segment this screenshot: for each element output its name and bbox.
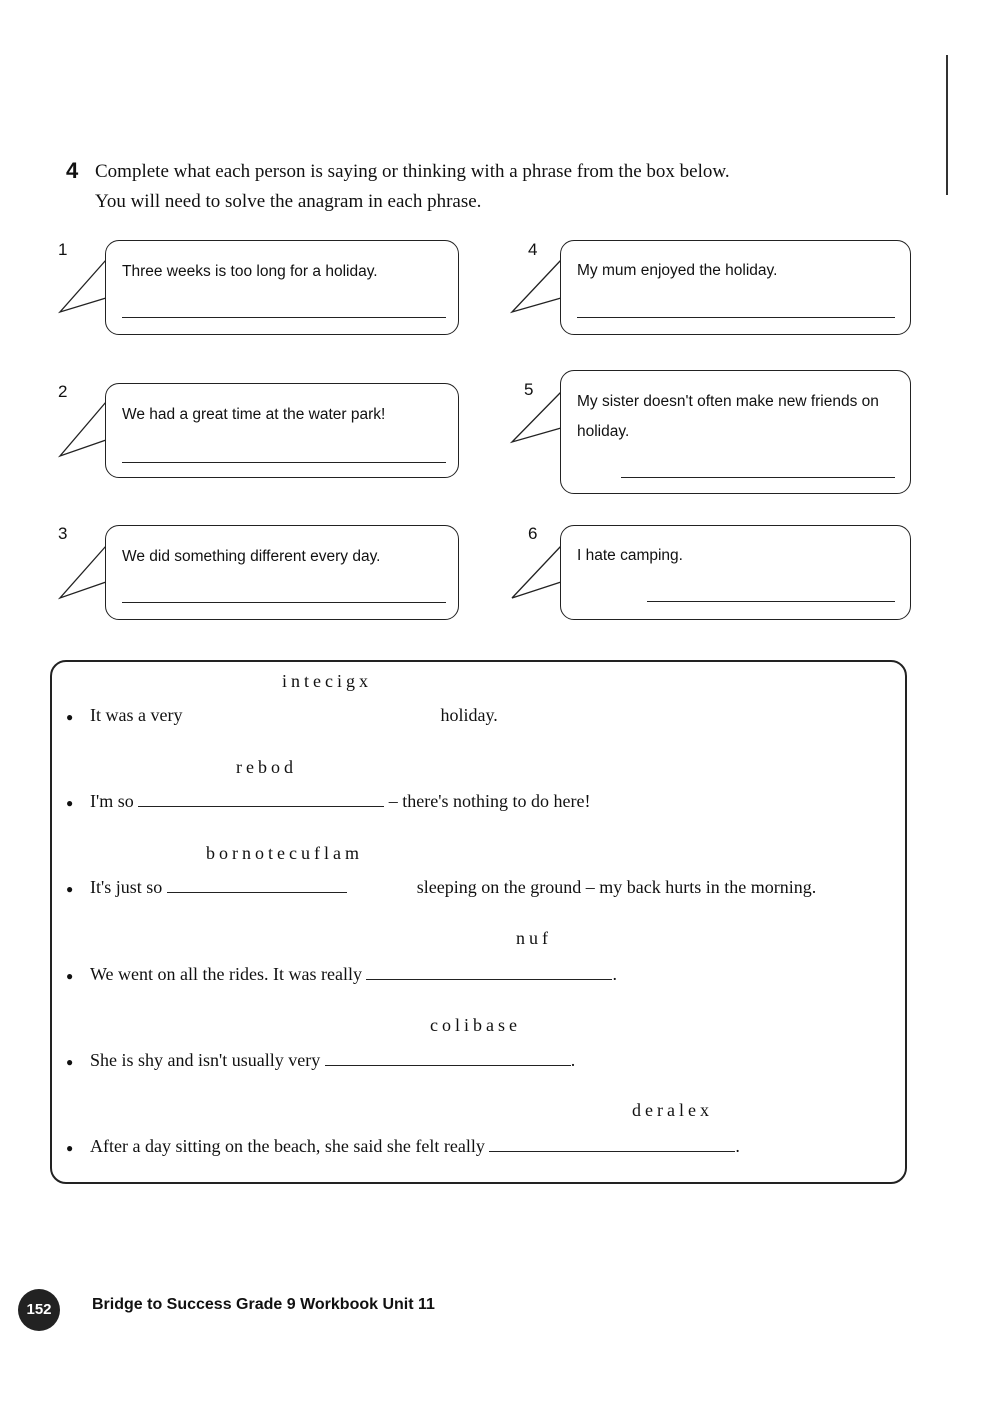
bubble-text: I hate camping. [577, 547, 683, 564]
answer-blank[interactable] [325, 1049, 571, 1066]
answer-blank[interactable] [366, 963, 612, 980]
speech-bubble-6 [560, 525, 911, 620]
bubble-text: My mum enjoyed the holiday. [577, 262, 778, 279]
phrase-1 [66, 705, 498, 726]
bullet-icon: ● [66, 969, 74, 983]
phrase-before: It was a very [90, 705, 183, 725]
speech-bubble-1 [105, 240, 459, 335]
bullet-icon: ● [66, 796, 74, 810]
bubble-number-2: 2 [58, 382, 68, 401]
speech-bubble-2 [105, 383, 459, 478]
phrase-after: . [570, 1050, 576, 1070]
answer-blank[interactable] [489, 1135, 735, 1152]
phrase-before: It's just so [90, 877, 163, 897]
phrase-after: sleeping on the ground – my back hurts in the morning. [416, 877, 817, 897]
answer-line[interactable] [122, 317, 446, 318]
bubble-text: My sister doesn't often make new friends on holiday. [577, 393, 879, 440]
bubble-text: Three weeks is too long for a holiday. [122, 263, 378, 280]
instruction-line-1: Complete what each person is saying or thinking with a phrase from the box below. [95, 161, 730, 182]
anagram-1: intecigx [282, 671, 372, 691]
phrase-3 [66, 876, 816, 898]
answer-blank[interactable] [167, 876, 347, 893]
phrase-after: holiday. [440, 705, 498, 725]
page-number-badge: 152 [18, 1289, 60, 1331]
instruction-line-2: You will need to solve the anagram in each phrase. [95, 191, 482, 212]
answer-blank[interactable] [138, 790, 384, 807]
answer-line[interactable] [621, 477, 895, 478]
phrase-after: – there's nothing to do here! [388, 791, 591, 811]
bullet-icon: ● [66, 882, 74, 896]
bubble-number-3: 3 [58, 524, 68, 543]
anagram-5: colibase [430, 1015, 521, 1035]
phrase-before: I'm so [90, 791, 134, 811]
phrase-before: After a day sitting on the beach, she said she felt really [90, 1136, 485, 1156]
answer-line[interactable] [122, 462, 446, 463]
anagram-4: nuf [516, 928, 552, 948]
bullet-icon: ● [66, 1055, 74, 1069]
answer-line[interactable] [647, 601, 895, 602]
bubble-number-6: 6 [528, 524, 538, 543]
bubble-number-4: 4 [528, 240, 538, 259]
anagram-2: rebod [236, 757, 297, 777]
phrase-4 [66, 963, 617, 985]
phrase-after: . [735, 1136, 740, 1156]
exercise-number: 4 [66, 158, 79, 183]
phrase-box [50, 660, 907, 1184]
phrase-2 [66, 790, 590, 812]
speech-bubble-4 [560, 240, 911, 335]
phrase-after: . [612, 964, 617, 984]
anagram-3: bornotecuflam [206, 843, 363, 863]
bubble-text: We did something different every day. [122, 548, 381, 565]
answer-line[interactable] [577, 317, 895, 318]
speech-bubble-3 [105, 525, 459, 620]
bubble-number-1: 1 [58, 240, 68, 259]
footer-title: Bridge to Success Grade 9 Workbook Unit 11 [92, 1296, 435, 1313]
bubble-text: We had a great time at the water park! [122, 406, 386, 423]
bubble-number-5: 5 [524, 380, 534, 399]
answer-line[interactable] [122, 602, 446, 603]
phrase-5 [66, 1049, 575, 1071]
speech-bubble-5 [560, 370, 911, 494]
phrase-before: We went on all the rides. It was really [90, 964, 362, 984]
bullet-icon: ● [66, 710, 74, 724]
anagram-6: deralex [632, 1100, 713, 1120]
phrase-before: She is shy and isn't usually very [90, 1050, 321, 1070]
bullet-icon: ● [66, 1141, 74, 1155]
phrase-6 [66, 1135, 740, 1157]
